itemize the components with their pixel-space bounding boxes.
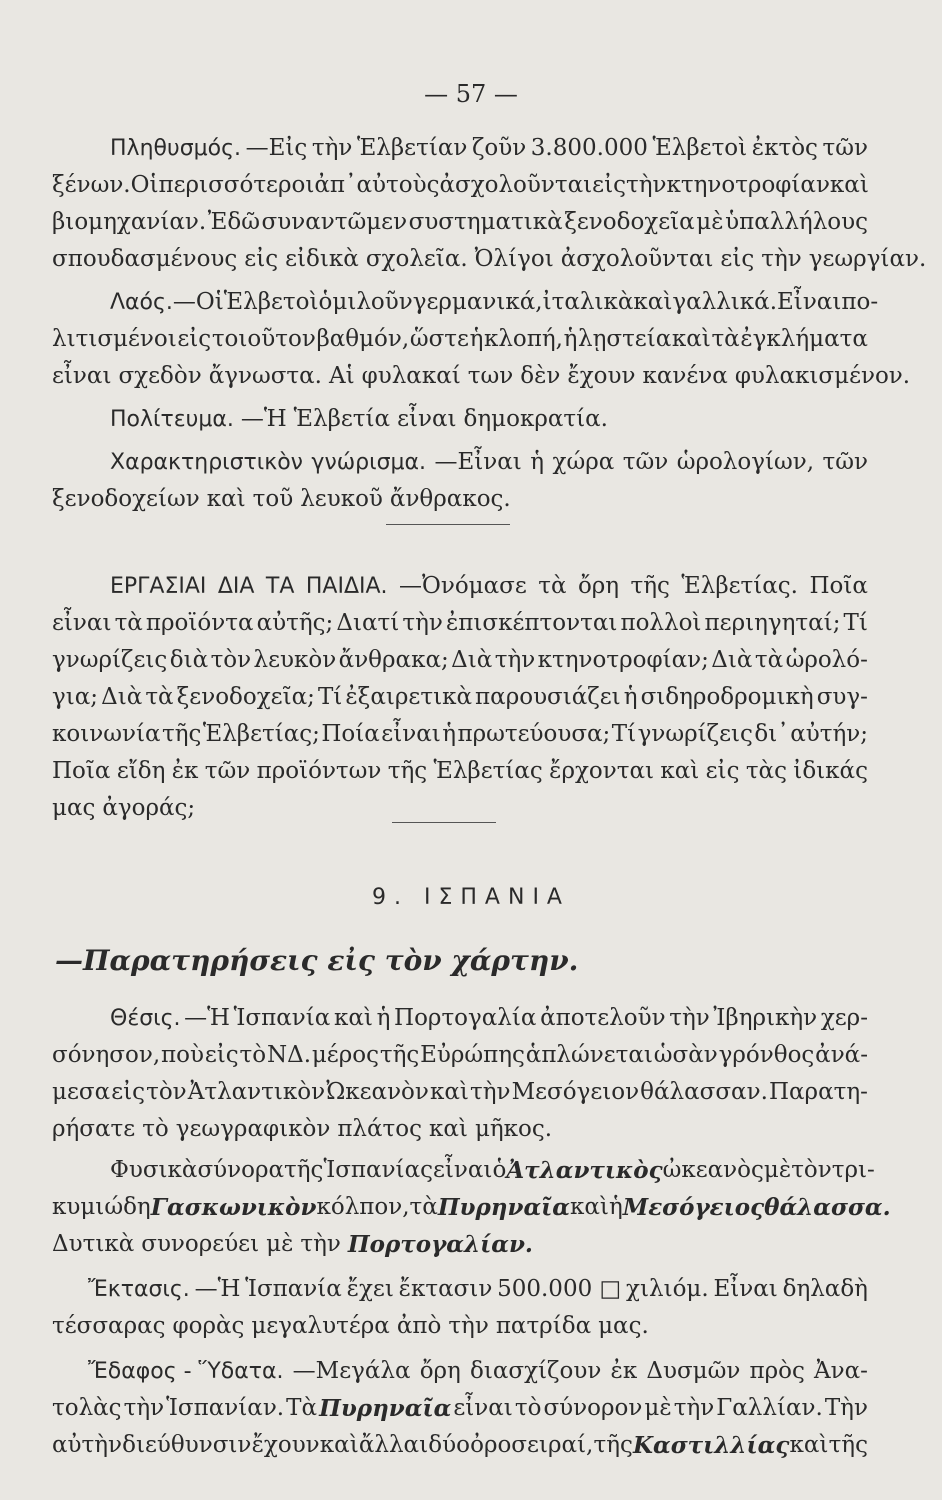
word: εἶναι (52, 363, 112, 389)
text-line (52, 679, 868, 716)
word: ξένων. (52, 172, 131, 198)
word: ἡ (530, 449, 545, 475)
word: δημοκρατία. (463, 406, 608, 432)
word: ἡ (608, 1194, 623, 1220)
word: τὰ (538, 573, 567, 599)
word: μὲ (266, 1231, 294, 1257)
divider (386, 524, 510, 525)
word: διεύθυνσιν (122, 1432, 252, 1458)
word: 500.000 □ (497, 1276, 622, 1302)
word: Ἰβηρικὴν (713, 1005, 818, 1031)
word: ἡ (623, 684, 638, 710)
word: Ἑλβετία (293, 406, 391, 432)
text-line (52, 358, 911, 395)
word: Αἱ (329, 363, 355, 389)
word: Εἶναι (777, 289, 842, 315)
word: Εὐρώπης (420, 1042, 525, 1068)
word: τῆς (828, 1432, 868, 1458)
word: εἴδη (116, 758, 166, 784)
word: τῆς (630, 573, 670, 599)
word: τὸν (791, 1157, 832, 1183)
word: πολλοὶ (620, 610, 702, 636)
word: ἐκ (171, 758, 199, 784)
word: —Εἰς (245, 135, 308, 161)
word: προϊόντων (256, 758, 382, 784)
word: συναντῶμεν (261, 209, 408, 235)
word: ποὺ (161, 1042, 204, 1068)
word: Ἀτλαντικὸν (187, 1079, 326, 1105)
word: μὲ (644, 1395, 672, 1421)
word: τὸ (239, 1042, 267, 1068)
word: περισσότεροι (158, 172, 315, 198)
word: γνωρίζεις (52, 647, 168, 673)
word: κτηνοτροφίαν (666, 172, 830, 198)
word: φυλακισμένον. (734, 363, 911, 389)
word: Πυρηναῖα (319, 1395, 452, 1422)
word: ἔρχονται (549, 758, 655, 784)
word: μας. (598, 1313, 649, 1339)
word: Εἶναι (713, 1276, 778, 1302)
word: ὀροσειραί, (470, 1432, 594, 1458)
word: ὡσὰν (653, 1042, 718, 1068)
tasks-text (52, 568, 868, 827)
word: Ὀλίγοι (474, 246, 554, 272)
word: Πολίτευμα. (110, 407, 234, 432)
word: τοῦ (252, 486, 294, 512)
word: τῆς (379, 1042, 420, 1068)
word: εἰς (705, 758, 740, 784)
text-line (52, 130, 868, 167)
word: τὸν (210, 647, 252, 673)
word: τὴν (469, 1079, 511, 1105)
word: ὑπαλλήλους (725, 209, 868, 235)
word: Ἔδαφος - Ὕδατα. (88, 1359, 284, 1384)
word: Τί (611, 721, 637, 747)
word: πατρίδα (495, 1313, 592, 1339)
text-line (52, 1226, 868, 1263)
text-line (52, 284, 879, 321)
word: τὴν (123, 1395, 165, 1421)
word: σχεδὸν (118, 363, 202, 389)
word: ἰταλικὰ (542, 289, 634, 315)
word: εἰς (111, 1079, 146, 1105)
word: ζοῦν (471, 135, 527, 161)
word: μεσα (52, 1079, 111, 1105)
word: —Ὀνόμασε (398, 573, 527, 599)
word: δὲν (520, 363, 561, 389)
section-title: 9. ΙΣΠΑΝΙΑ (372, 885, 570, 910)
word: ἀνά- (815, 1042, 868, 1068)
word: δύο (428, 1432, 470, 1458)
word: ὥστε (409, 326, 469, 352)
word: Οἱ (130, 172, 159, 198)
word: —Ἡ (240, 406, 287, 432)
word: 3.800.000 (530, 135, 648, 161)
word: τὰ (754, 647, 784, 673)
text-line (52, 321, 868, 358)
word: εἶναι (52, 610, 112, 636)
word: ὁ (492, 1157, 507, 1183)
word: ἀπὸ (396, 1313, 442, 1339)
text-line (52, 1271, 868, 1308)
word: τῆς (593, 1432, 633, 1458)
word: περιηγηταί; (704, 610, 841, 636)
text-line (52, 241, 927, 278)
word: χερ- (820, 1005, 868, 1031)
word: ξενοδοχείων (52, 486, 200, 512)
text-line (52, 204, 868, 241)
word: ἡ (442, 721, 457, 747)
word: ὄρη (419, 1358, 461, 1384)
word: λῃστεία (578, 326, 672, 352)
word: ἄνθρακα; (338, 647, 449, 673)
word: τὴν (494, 647, 536, 673)
text-line (52, 1074, 868, 1111)
word: τοιοῦτον (211, 326, 316, 352)
word: τολὰς (52, 1395, 122, 1421)
word: τὴν (673, 1395, 715, 1421)
word: μῆκος. (474, 1116, 553, 1142)
word: εἰς (244, 246, 279, 272)
text-line (52, 1152, 875, 1189)
text-line (52, 481, 868, 518)
word: καὶ (570, 1194, 609, 1220)
word: ἀγοράς; (102, 795, 196, 821)
word: τῶν (822, 449, 868, 475)
word: τῶν (204, 758, 251, 784)
word: φορὰς (172, 1313, 245, 1339)
word: ἀπ᾿ (314, 172, 357, 198)
word: διὰ (169, 647, 209, 673)
word: Ποῖα (809, 573, 868, 599)
word: ἡ (376, 1005, 391, 1031)
word: μέρος (311, 1042, 379, 1068)
word: γεωγραφικὸν (175, 1116, 331, 1142)
word: ἐξαιρετικὰ (345, 684, 472, 710)
word: ἐπισκέπτονται (445, 610, 618, 636)
word: λευκοῦ (300, 486, 383, 512)
text-line (52, 1427, 868, 1464)
word: καὶ (671, 326, 711, 352)
spain-text (52, 1000, 891, 1464)
word: καὶ (829, 172, 869, 198)
word: παρουσιάζει (475, 684, 621, 710)
word: ὡρολό- (785, 647, 868, 673)
word: Ἱσπανίαν. (166, 1395, 285, 1421)
word: Καστιλλίας (633, 1432, 790, 1459)
word: —Οἱ (172, 289, 224, 315)
word: εἰδικὰ (285, 246, 359, 272)
word: φυλακαί (361, 363, 461, 389)
word: αὐτοὺς (356, 172, 440, 198)
page-number: — 57 — (424, 80, 518, 108)
word: εἰς (720, 246, 755, 272)
word: Χαρακτηριστικὸν (110, 450, 303, 475)
word: αὐτῆς; (256, 610, 334, 636)
text-line (52, 753, 868, 790)
word: ΕΡΓΑΣΙΑΙ (110, 574, 207, 599)
word: ΝΔ. (266, 1042, 311, 1068)
text-line (52, 605, 868, 642)
word: ἄγνωστα. (208, 363, 322, 389)
word: τὰ (711, 326, 740, 352)
word: Γαλλίαν. (716, 1395, 823, 1421)
word: Ποία (321, 721, 380, 747)
word: μὲ (763, 1157, 792, 1183)
word: μεγαλυτέρα (251, 1313, 390, 1339)
word: πρωτεύουσα; (457, 721, 611, 747)
word: Διὰ (711, 647, 753, 673)
word: Λαός. (110, 290, 173, 315)
word: Ἑλβετοὶ (223, 289, 319, 315)
word: Ἑλβετίαν (356, 135, 468, 161)
word: Ἱσπανία (233, 1005, 331, 1031)
word: τὰ (409, 1194, 438, 1220)
text-line (52, 1111, 868, 1148)
word: τὴν (761, 246, 802, 272)
word: εἰς (204, 1042, 239, 1068)
word: Τί (843, 610, 868, 636)
word: τῶν (622, 449, 669, 475)
word: εἶναι (381, 721, 441, 747)
word: Ποῖα (52, 758, 111, 784)
word: τὰ (114, 610, 143, 636)
word: ἀσχολοῦνται (439, 172, 593, 198)
word: ΤΑ (265, 574, 295, 599)
word: πρὸς (749, 1358, 805, 1384)
word: τὴν (625, 172, 667, 198)
word: Παρατη- (768, 1079, 868, 1105)
word: γαλλικά. (672, 289, 778, 315)
word: θάλασσα. (764, 1194, 891, 1221)
word: ρήσατε (52, 1116, 136, 1142)
word: Διατί (336, 610, 400, 636)
word: Γασκωνικὸν (150, 1194, 317, 1221)
word: αὐτὴν (52, 1432, 122, 1458)
word: καὶ (429, 1116, 468, 1142)
word: —Εἶναι (434, 449, 522, 475)
word: Ἑλβετίας; (202, 721, 320, 747)
word: ἁπλώνεται (525, 1042, 653, 1068)
text-line (52, 1308, 868, 1345)
word: ἀποτελοῦν (540, 1005, 666, 1031)
divider (392, 822, 496, 823)
word: Μεσόγειος (622, 1194, 765, 1221)
word: σχολεῖα. (365, 246, 468, 272)
word: μας (52, 795, 96, 821)
text-line (52, 568, 868, 605)
word: ἰδικάς (793, 758, 868, 784)
word: σόνησον, (52, 1042, 161, 1068)
word: τῆς (387, 758, 428, 784)
text-line (52, 444, 868, 481)
word: τὰ (145, 684, 174, 710)
text-line (52, 716, 868, 753)
word: Δυτικὰ (52, 1231, 135, 1257)
word: μὲ (696, 209, 724, 235)
word: εἰς (592, 172, 626, 198)
word: εἶναι (432, 1157, 493, 1183)
word: τὴν (402, 610, 443, 636)
text-line (52, 167, 868, 204)
word: καὶ (319, 1432, 359, 1458)
word: ἔχουν (567, 363, 636, 389)
word: ΔΙΑ (217, 574, 255, 599)
word: τὰς (745, 758, 787, 784)
word: αὐτήν; (790, 721, 868, 747)
text-line (52, 1000, 868, 1037)
word: τὸν (146, 1079, 187, 1105)
word: καὶ (789, 1432, 829, 1458)
word: Ἱσπανία (245, 1276, 342, 1302)
word: τὸ (514, 1395, 542, 1421)
word: Διὰ (101, 684, 143, 710)
word: Τὰ (286, 1395, 318, 1421)
word: θάλασσαν. (640, 1079, 768, 1105)
word: ἄνθρακος. (389, 486, 511, 512)
word: τὸ (142, 1116, 169, 1142)
word: Τὴν (824, 1395, 868, 1421)
word: Ἑλβετίας (433, 758, 543, 784)
word: τὴν (300, 1231, 341, 1257)
word: καὶ (660, 758, 700, 784)
word: ἡ (563, 326, 578, 352)
word: δηλαδὴ (782, 1276, 868, 1302)
word: ξενοδοχεῖα; (176, 684, 315, 710)
word: χιλιόμ. (626, 1276, 709, 1302)
text-line (52, 401, 868, 438)
word: ὄρη (577, 573, 620, 599)
word: ΠΑΙΔΙΑ. (305, 574, 388, 599)
word: Ἀτλαντικὸς (506, 1157, 663, 1184)
word: Ἱσπανίας (323, 1157, 433, 1183)
word: χώρα (552, 449, 615, 475)
word: καὶ (206, 486, 246, 512)
word: συνορεύει (141, 1231, 260, 1257)
word: κυμιώδη (52, 1194, 151, 1220)
word: ὁμιλοῦν (318, 289, 413, 315)
word: Πυρηναῖα (437, 1194, 571, 1221)
word: προϊόντα (145, 610, 254, 636)
word: ἐγκλήματα (740, 326, 868, 352)
text-line (52, 642, 868, 679)
word: σύνορα (197, 1157, 285, 1183)
word: τὴν (448, 1313, 489, 1339)
word: κτηνοτροφίαν; (537, 647, 709, 673)
word: καὶ (429, 1079, 469, 1105)
word: Ἑλβετοὶ (652, 135, 748, 161)
word: σπουδασμένους (52, 246, 238, 272)
word: τρι- (831, 1157, 875, 1183)
word: Μεσόγειον (511, 1079, 640, 1105)
word: Τί (317, 684, 343, 710)
word: γνώρισμα. (311, 450, 426, 475)
word: ἔχουν (251, 1432, 320, 1458)
word: διασχίζουν (470, 1358, 602, 1384)
word: γερμανικά, (412, 289, 543, 315)
word: Ὠκεανὸν (326, 1079, 429, 1105)
word: ἐκ (610, 1358, 638, 1384)
word: —Ἡ (194, 1276, 241, 1302)
text-line (52, 1037, 868, 1074)
word: τῆς (161, 721, 202, 747)
word: συγ- (816, 684, 868, 710)
word: τὴν (669, 1005, 710, 1031)
text-line (52, 1353, 868, 1390)
word: σύνορον (543, 1395, 643, 1421)
word: κλοπή, (483, 326, 563, 352)
word: λευκὸν (253, 647, 337, 673)
word: Πληθυσμός. (110, 136, 242, 161)
switzerland-text (52, 130, 927, 518)
word: σιδηροδρομικὴ (640, 684, 814, 710)
word: Ἐδῶ (207, 209, 260, 235)
word: ἔχει (346, 1276, 394, 1302)
word: γρόνθος (718, 1042, 815, 1068)
text-line (52, 1189, 891, 1226)
word: ὠκεανὸς (662, 1157, 764, 1183)
word: βιομηχανίαν. (52, 209, 207, 235)
word: τὴν (311, 135, 353, 161)
word: εἰς (177, 326, 212, 352)
word: των (467, 363, 514, 389)
word: Πορτογαλίαν. (347, 1231, 533, 1258)
word: βαθμόν, (316, 326, 410, 352)
word: τῆς (284, 1157, 324, 1183)
word: για; (52, 684, 99, 710)
word: δι᾿ (754, 721, 789, 747)
word: συστηματικὰ (408, 209, 563, 235)
word: —Μεγάλα (292, 1358, 411, 1384)
word: Φυσικὰ (110, 1157, 198, 1183)
word: Ἀνα- (814, 1358, 868, 1384)
word: γνωρίζεις (637, 721, 753, 747)
word: Πορτογαλία (394, 1005, 537, 1031)
word: εἶναι (397, 406, 457, 432)
word: γεωργίαν. (808, 246, 927, 272)
word: καὶ (633, 289, 673, 315)
word: λιτισμένοι (52, 326, 177, 352)
map-remarks-heading: —Παρατηρήσεις εἰς τὸν χάρτην. (55, 944, 579, 977)
word: ἔκτασιν (398, 1276, 493, 1302)
word: ὡρολογίων, (676, 449, 815, 475)
word: κοινωνία (52, 721, 161, 747)
word: Ἑλβετίας. (681, 573, 798, 599)
word: ξενοδοχεῖα (564, 209, 695, 235)
word: κόλπον, (316, 1194, 410, 1220)
word: καὶ (333, 1005, 373, 1031)
word: κανένα (642, 363, 728, 389)
word: τῶν (822, 135, 868, 161)
word: Ἔκτασις. (88, 1277, 190, 1302)
word: εἶναι (453, 1395, 513, 1421)
word: ἀσχολοῦνται (560, 246, 714, 272)
word: Δυσμῶν (646, 1358, 741, 1384)
word: τέσσαρας (52, 1313, 166, 1339)
word: Διὰ (451, 647, 493, 673)
word: ἐκτὸς (751, 135, 818, 161)
word: ἄλλαι (358, 1432, 429, 1458)
word: —Ἡ (184, 1005, 230, 1031)
word: Θέσις. (110, 1006, 181, 1031)
word: ἡ (469, 326, 484, 352)
text-line (52, 1390, 868, 1427)
word: πλάτος (337, 1116, 422, 1142)
word: πο- (841, 289, 879, 315)
